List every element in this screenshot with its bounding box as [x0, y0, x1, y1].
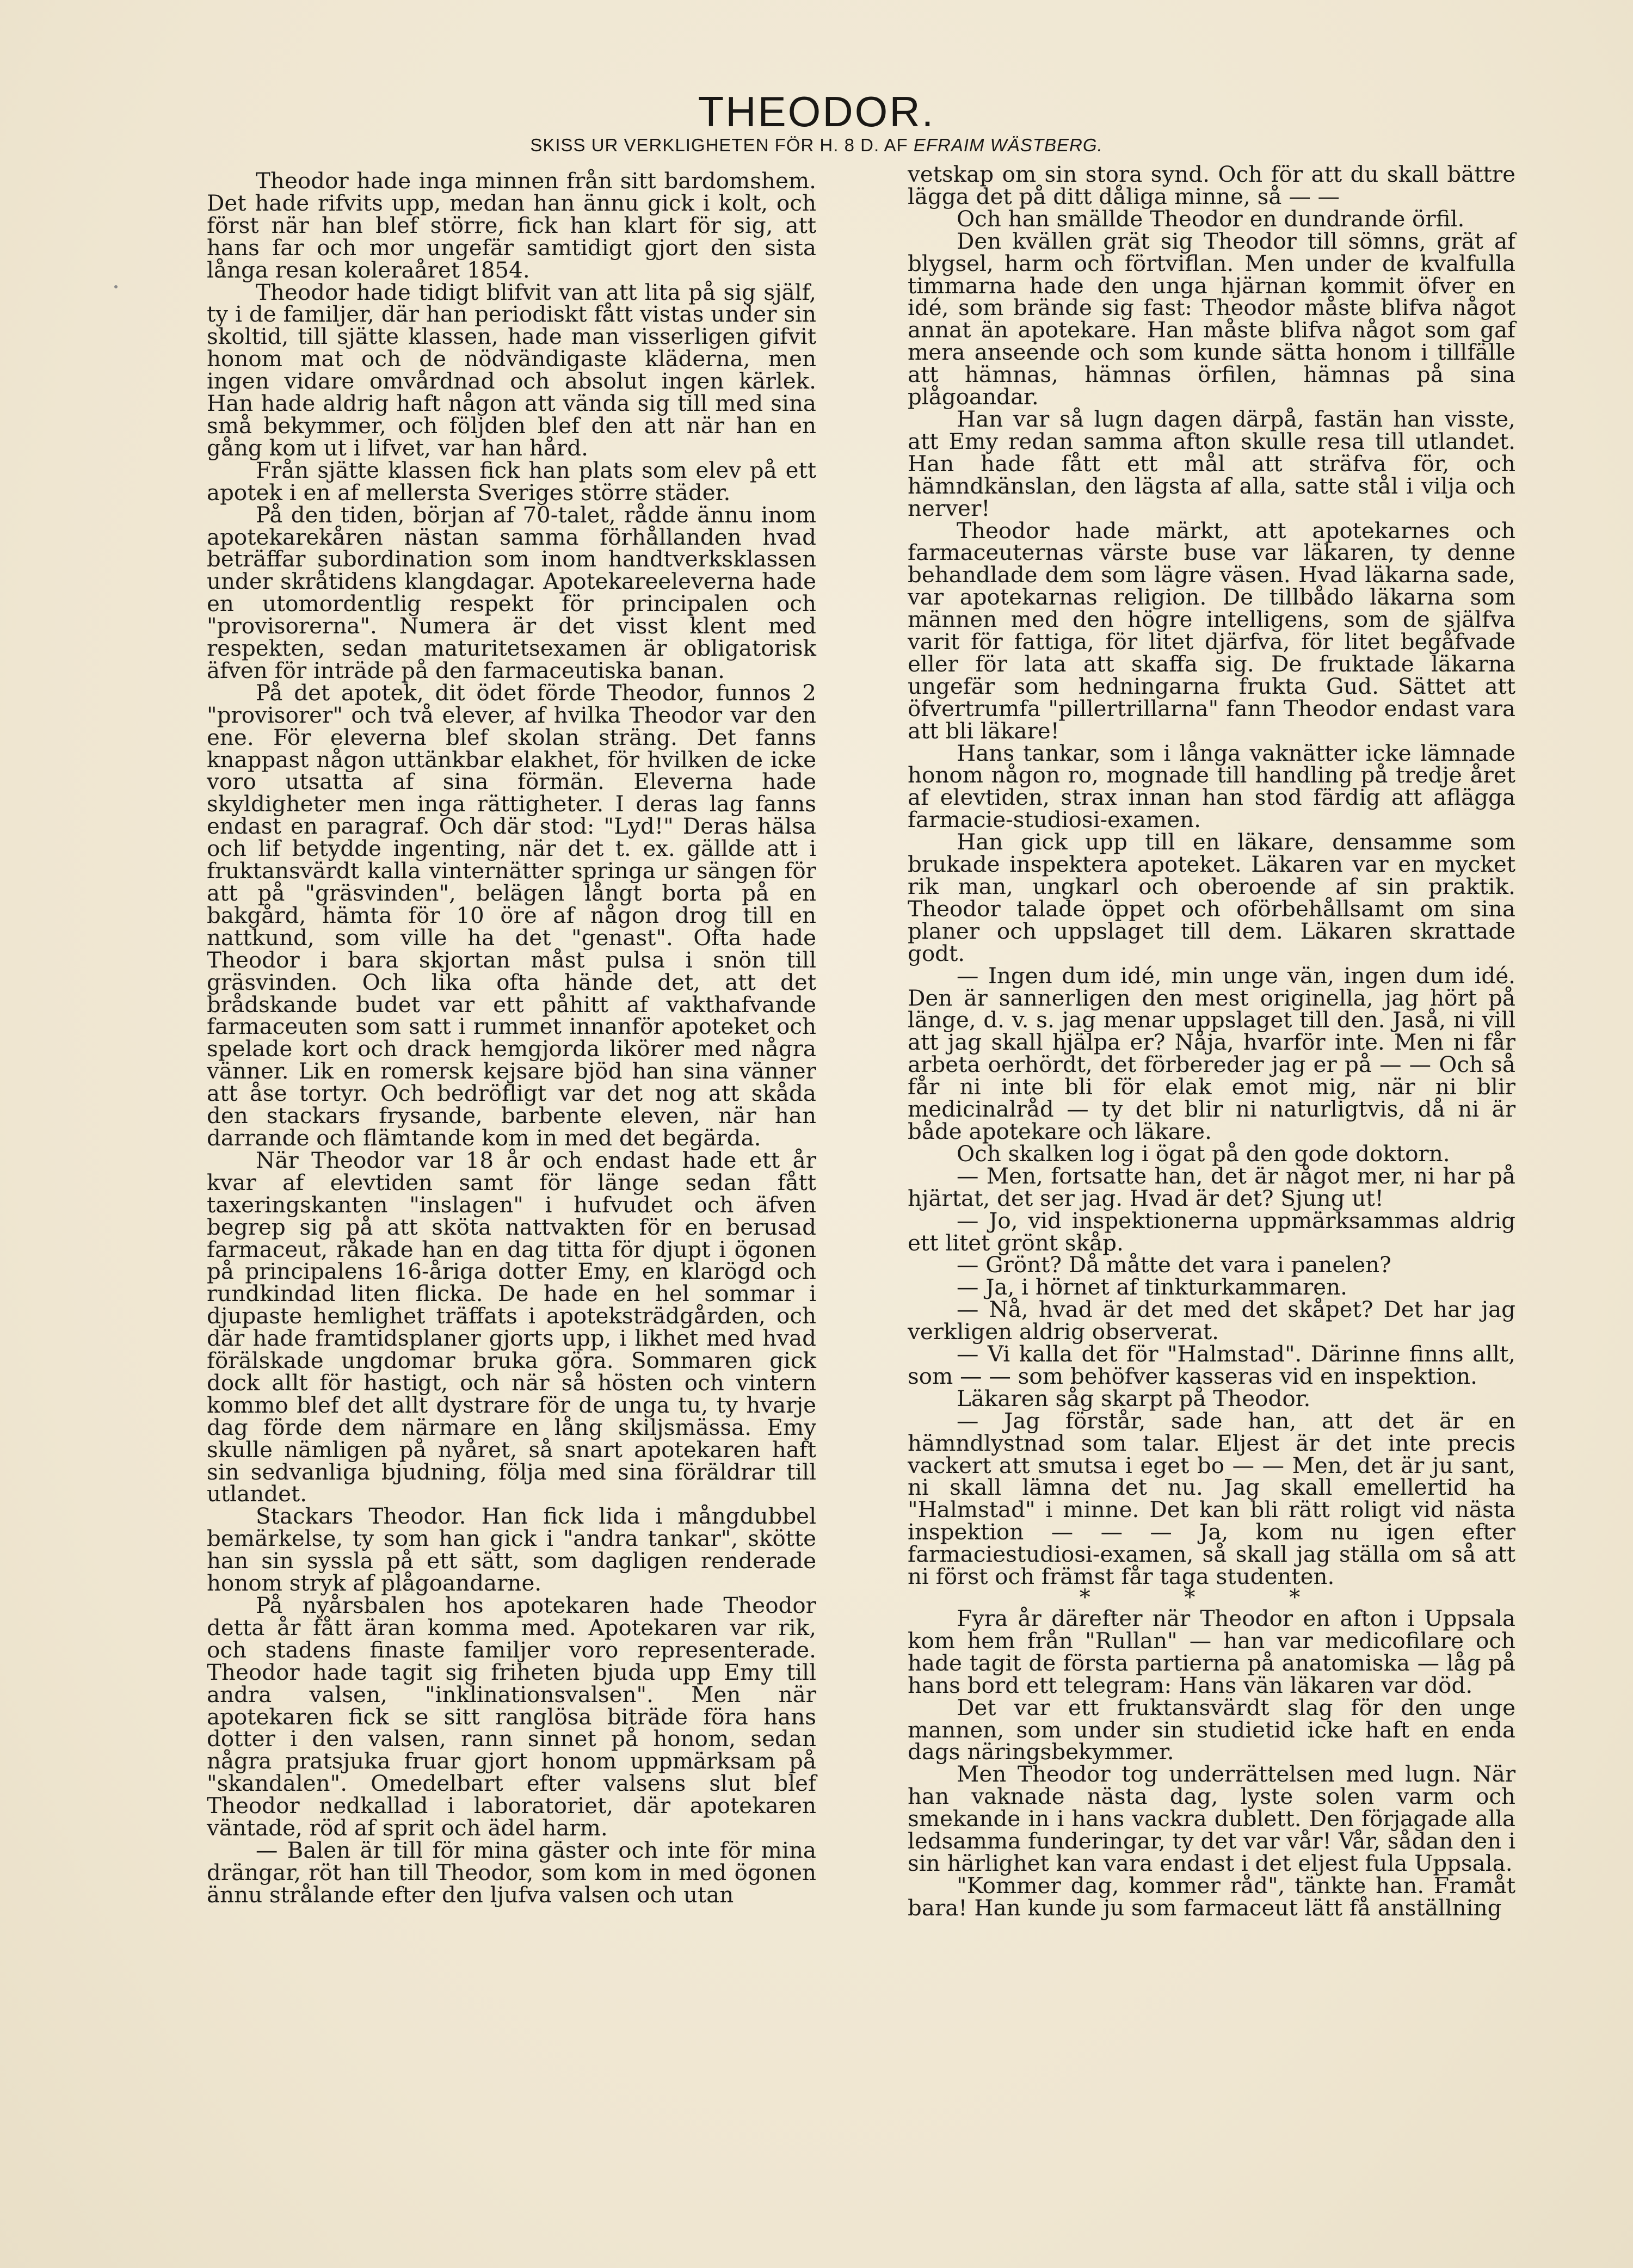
- paragraph: — Nå, hvad är det med det skåpet? Det har jag verkligen aldrig observerat.: [908, 1296, 1515, 1345]
- article-title: THEODOR.: [698, 88, 935, 135]
- paragraph: "Kommer dag, kommer råd", tänkte han. Framåt bara! Han kunde ju som farmaceut lätt få anställning: [908, 1872, 1515, 1921]
- right-column: [908, 163, 1515, 1919]
- paragraph: — Ja, i hörnet af tinkturkammaren.: [957, 1274, 1347, 1301]
- paragraph: På det apotek, dit ödet förde Theodor, funnos 2 "provisorer" och två elever, af hvilka Theodor var den ene. För eleverna blef skolan sträng. Det fanns knappast någon uttänkbar elakhet, för hvilken de icke voro utsatta af sina förmän. Eleverna hade skyldigheter men inga rättigheter. I deras lag fanns endast en paragraf. Och där stod: "Lyd!" Deras hälsa och lif betydde ingenting, när det t. ex. gällde att i fruktansvärdt kalla vinternätter springa ur sängen för att på "gräsvinden", belägen långt borta på en bakgård, hämta för 10 öre af någon drog till en nattkund, som ville ha det "genast". Ofta hade Theodor i bara skjortan måst pulsa i snön till gräsvinden. Och lika ofta hände det, att det brådskande budet var ett påhitt af vakthafvande farmaceuten som satt i rummet innanför apoteket och spelade kort och drack hemgjorda likörer med några vänner. Lik en romersk kejsare bjöd han sina vänner att åse tortyr. Och bedröfligt var det nog att skåda den stackars frysande, barbente eleven, när han darrande och flämtande kom in med det begärda.: [207, 679, 816, 1151]
- left-column: [207, 170, 816, 1906]
- paragraph: Fyra år därefter när Theodor en afton i Uppsala kom hem från "Rullan" — han var medicofilare och hade tagit de första partierna på anatomiska — låg på hans bord ett telegram: Hans vän läkaren var död.: [908, 1605, 1515, 1698]
- paragraph: När Theodor var 18 år och endast hade ett år kvar af elevtiden samt för länge sedan fått taxeringskanten "inslagen" i hufvudet och äfven begrep sig på att sköta nattvakten för en berusad farmaceut, råkade han en dag titta för djupt i ögonen på principalens 16-åriga dotter Emy, en klarögd och rundkindad liten flicka. De hade en hel sommar i djupaste hemlighet träffats i apoteksträdgården, och där hade framtidsplaner gjorts upp, i likhet med hvad förälskade ungdomar bruka göra. Sommaren gick dock allt för hastigt, och när så hösten och vintern kommo blef det allt dystrare för de unga tu, ty hvarje dag förde dem närmare en lång skiljsmässa. Emy skulle nämligen på nyåret, så snart apotekaren haft sin sedvanliga bjudning, följa med sina föräldrar till utlandet.: [207, 1147, 816, 1507]
- paragraph: — Men, fortsatte han, det är något mer, ni har på hjärtat, det ser jag. Hvad är det? Sjung ut!: [908, 1162, 1515, 1211]
- paragraph: — Vi kalla det för "Halmstad". Därinne finns allt, som — — som behöfver kasseras vid en inspektion.: [908, 1341, 1515, 1389]
- paragraph: — Balen är till för mina gäster och inte för mina drängar, röt han till Theodor, som kom in med ögonen ännu strålande efter den ljufva valsen och utan: [207, 1836, 816, 1908]
- paragraph: Stackars Theodor. Han fick lida i mångdubbel bemärkelse, ty som han gick i "andra tankar", skötte han sin syssla på ett sätt, som dagligen renderade honom stryk af plågoandarne.: [207, 1503, 816, 1597]
- paragraph: På den tiden, början af 70-talet, rådde ännu inom apotekarekåren nästan samma förhållanden hvad beträffar subordination som inom handtverksklassen under skråtidens klangdagar. Apotekareeleverna hade en utomordentlig respekt för principalen och "provisorerna". Numera är det visst klent med respekten, sedan maturitetsexamen är obligatorisk äfven för inträde på den farmaceutiska banan.: [207, 501, 816, 683]
- author-name: EFRAIM WÄSTBERG.: [913, 135, 1103, 155]
- paragraph: På nyårsbalen hos apotekaren hade Theodor detta år fått äran komma med. Apotekaren var rik, och stadens finaste familjer voro representerade. Theodor hade tagit sig friheten bjuda upp Emy till andra valsen, "inklinationsvalsen". Men när apotekaren fick se sitt ranglösa biträde föra hans dotter i den valsen, rann sinnet på honom, sedan några pratsjuka fruar gjort honom uppmärksam på "skandalen". Omedelbart efter valsens slut blef Theodor nedkallad i laboratoriet, där apotekaren väntade, röd af sprit och ädel harm.: [207, 1592, 816, 1841]
- paragraph: Läkaren såg skarpt på Theodor.: [957, 1385, 1311, 1412]
- paragraph: Han var så lugn dagen därpå, fastän han visste, att Emy redan samma afton skulle resa till utlandet. Han hade fått ett mål att sträfva för, och hämndkänslan, den lägsta af alla, satte stål i vilja och nerver!: [908, 405, 1515, 521]
- paragraph: Theodor hade märkt, att apotekarnes och farmaceuternas värste buse var läkaren, ty denne behandlade dem som lägre väsen. Hvad läkarna sade, var apotekarnas religion. De tillbådo läkarna som männen med den högre intelligens, som de själfva varit för fattiga, för litet djärfva, för litet begåfvade eller för lata att skaffa sig. De fruktade läkarna ungefär som hedningarna frukta Gud. Sättet att öfvertrumfa "pillertrillarna" fann Theodor endast vara att bli läkare!: [908, 517, 1515, 744]
- paragraph: Och han smällde Theodor en dundrande örfil.: [957, 205, 1465, 232]
- paragraph: Från sjätte klassen fick han plats som elev på ett apotek i en af mellersta Sveriges större städer.: [207, 457, 816, 506]
- paragraph: Hans tankar, som i långa vaknätter icke lämnade honom någon ro, mognade till handling på tredje året af elevtiden, strax innan han stod färdig att aflägga farmacie-studiosi-examen.: [908, 739, 1515, 833]
- paragraph: — Grönt? Då måtte det vara i panelen?: [957, 1252, 1391, 1278]
- paragraph: Det var ett fruktansvärdt slag för den unge mannen, som under sin studietid icke haft en enda dags näringsbekymmer.: [908, 1694, 1515, 1765]
- article-subtitle: [0, 135, 1633, 156]
- paragraph: Och skalken log i ögat på den gode doktorn.: [957, 1140, 1450, 1167]
- paragraph: vetskap om sin stora synd. Och för att du skall bättre lägga det på ditt dåliga minne, så — —: [908, 161, 1515, 209]
- paragraph: Men Theodor tog underrättelsen med lugn. När han vaknade nästa dag, lyste solen varm och smekande in i hans vackra dublett. Den förjagade alla ledsamma funderingar, ty det var vår! Vår, sådan den i sin härlighet kan vara endast i det eljest fula Uppsala.: [908, 1761, 1515, 1876]
- paragraph: Han gick upp till en läkare, densamme som brukade inspektera apoteket. Läkaren var en mycket rik man, ungkarl och oberoende af sin praktik. Theodor talade öppet och oförbehållsamt om sina planer och uppslaget till dem. Läkaren skrattade godt.: [908, 829, 1515, 966]
- paragraph: Theodor hade inga minnen från sitt bardomshem. Det hade rifvits upp, medan han ännu gick i kolt, och först när han blef större, fick han klart för sig, att hans far och mor ungefär samtidigt gjort den sista långa resan koleraåret 1854.: [207, 168, 816, 283]
- subtitle-text: SKISS UR VERKLIGHETEN FÖR H. 8 D. AF: [530, 135, 908, 155]
- paragraph: Theodor hade tidigt blifvit van att lita på sig själf, ty i de familjer, där han periodiskt fått vistas under sin skoltid, till sjätte klassen, hade man visserligen gifvit honom mat och de nödvändigaste kläderna, men ingen vidare omvårdnad och absolut ingen kärlek. Han hade aldrig haft någon att vända sig till med sina små bekymmer, och följden blef den att när han en gång kom ut i lifvet, var han hård.: [207, 279, 816, 461]
- paragraph: — Jo, vid inspektionerna uppmärksammas aldrig ett litet grönt skåp.: [908, 1207, 1515, 1256]
- paragraph: — Jag förstår, sade han, att det är en hämndlystnad som talar. Eljest är det inte precis vackert att smutsa i eget bo — — Men, det är ju sant, ni skall lämna det nu. Jag skall emellertid ha "Halmstad" i minne. Det kan bli rätt roligt vid nästa inspektion — — — Ja, kom nu igen efter farmaciestudiosi-examen, så skall jag ställa om så att ni först och främst får taga studenten.: [908, 1407, 1515, 1590]
- paper-speck: [114, 285, 118, 288]
- section-separator: * * *: [1079, 1585, 1344, 1610]
- paragraph: — Ingen dum idé, min unge vän, ingen dum idé. Den är sannerligen den mest originella, jag hört på länge, d. v. s. jag menar uppslaget till den. Jaså, ni vill att jag skall hjälpa er? Nåja, hvarför inte. Men ni får arbeta oerhördt, det förbereder jag er på — — Och så får ni inte bli för elak emot mig, när ni blir medicinalråd — ty det blir ni naturligtvis, då ni är både apotekare och läkare.: [908, 962, 1515, 1144]
- paragraph: Den kvällen grät sig Theodor till sömns, grät af blygsel, harm och förtviflan. Men under de kvalfulla timmarna hade den unga hjärnan kommit öfver en idé, som brände sig fast: Theodor måste blifva något annat än apotekare. Han måste blifva något som gaf mera anseende och som kunde sätta honom i tillfälle att hämnas, hämnas örfilen, hämnas på sina plågoandar.: [908, 227, 1515, 410]
